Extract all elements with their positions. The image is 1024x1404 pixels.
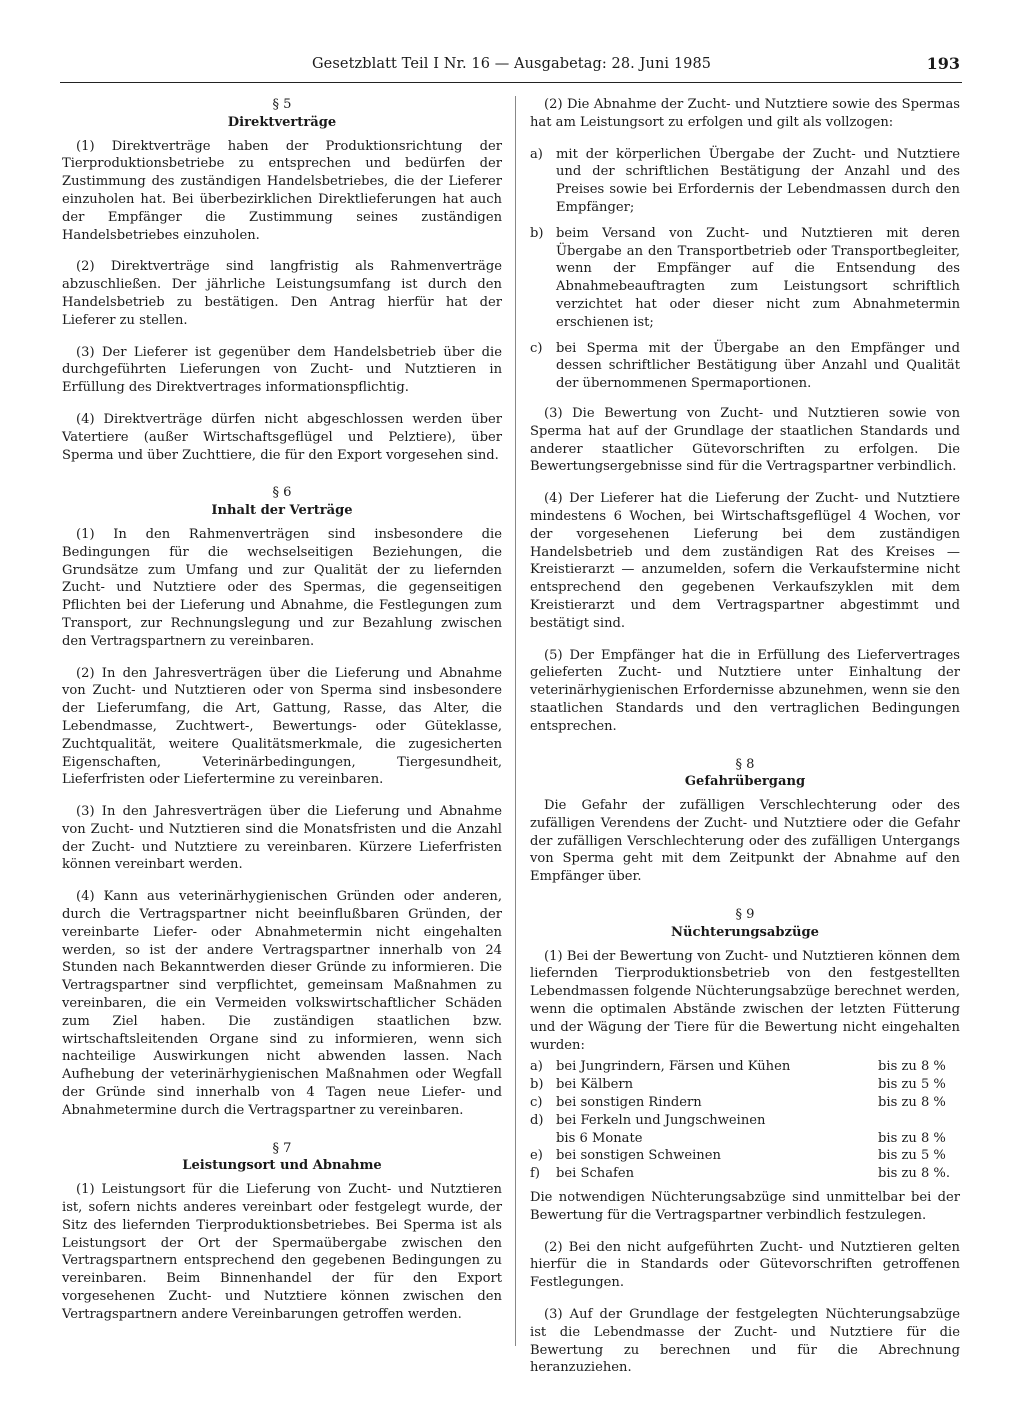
deduction-table <box>530 1058 960 1183</box>
table-row <box>530 1094 960 1112</box>
list-item-label: a) <box>530 146 543 162</box>
table-row <box>530 1165 960 1183</box>
section-7-para-2: (2) Die Abnahme der Zucht- und Nutztiere sowie des Spermas hat am Leistungsort zu erfolgen und gilt als vollzogen: <box>530 97 960 130</box>
row-text-line-1: bei Ferkeln und Jungschweinen <box>556 1112 766 1128</box>
table-row <box>530 1112 960 1148</box>
section-8-number: § 8 <box>735 756 755 772</box>
table-row <box>530 1147 960 1165</box>
row-text: bei sonstigen Rindern <box>556 1095 702 1111</box>
section-8-title: Gefahrübergang <box>684 774 806 790</box>
row-value: bis zu 8 % <box>878 1095 946 1111</box>
section-7-para-4: (4) Der Lieferer hat die Lieferung der Zucht- und Nutztiere mindestens 6 Wochen, bei Wirtschaftsgeflügel 4 Wochen, vor der vorgesehenen Lieferung bei dem zuständigen Handelsbetrieb und dem zuständigen Rat des Kreises — Kreistierarzt — anzumelden, sofern die Verkaufstermine nicht entsprechend den gegebenen Verkaufszyklen mit dem Kreistierarzt und dem Vertragspartner abgestimmt und bestätigt sind. <box>530 491 960 631</box>
section-6-para-2: (2) In den Jahresverträgen über die Lieferung und Abnahme von Zucht- und Nutztieren oder von Sperma sind insbesondere der Lieferumfang, die Art, Gattung, Rasse, das Alter, die Lebendmasse, Zuchtwert-, Bewertungs- oder Güteklasse, Zuchtqualität, weitere Qualitätsmerkmale, die zugesicherten Eigenschaften, Veterinärbedingungen, Tiergesundheit, Lieferfristen oder Liefertermine zu vereinbaren. <box>62 665 502 788</box>
list-item <box>530 340 960 393</box>
table-row <box>530 1058 960 1076</box>
page-number: 193 <box>926 54 960 73</box>
row-text-line-2: bis 6 Monate <box>556 1130 643 1146</box>
section-5-title: Direktverträge <box>227 114 337 130</box>
section-6-para-4: (4) Kann aus veterinärhygienischen Gründen oder anderen, durch die Vertragspartner nicht beeinflußbaren Gründen, der vereinbarte Liefer- oder Abnahmetermin nicht eingehalten werden, so ist der andere Vertragspartner innerhalb von 24 Stunden nach Bekanntwerden dieser Gründe zu informieren. Die Vertragspartner sind verpflichtet, gemeinsam Maßnahmen zu vereinbaren, die ein Vermeiden volkswirtschaftlicher Schäden zum Ziel haben. Die zuständigen staatlichen bzw. wirtschaftsleitenden Organe sind zu informieren, wenn sich nachteilige Auswirkungen nicht abwenden lassen. Nach Aufhebung der veterinärhygienischen Maßnahmen oder Wegfall der Gründe sind innerhalb von 4 Tagen neue Liefer- und Abnahmetermine durch die Vertragspartner zu vereinbaren. <box>62 889 502 1118</box>
section-5-para-1: (1) Direktverträge haben der Produktionsrichtung der Tierproduktionsbetriebe zu entsprechen und bedürfen der Zustimmung des zuständigen Handelsbetriebes, die der Lieferer einzuholen hat. Bei überbezirklichen Direktlieferungen hat auch der Empfänger die Zustimmung seines zuständigen Handelsbetriebes einzuholen. <box>62 138 502 243</box>
list-item-text: bei Sperma mit der Übergabe an den Empfänger und dessen schriftlicher Bestätigung über Anzahl und Qualität der übernommenen Spermaportionen. <box>556 340 960 392</box>
section-7-number: § 7 <box>272 1140 292 1156</box>
row-text: bei Kälbern <box>556 1077 634 1093</box>
row-text <box>556 1112 878 1148</box>
section-6-para-1: (1) In den Rahmenverträgen sind insbesondere die Bedingungen für die wechselseitigen Beziehungen, die Grundsätze zum Umfang und zur Qualität der zu liefernden Zucht- und Nutztiere oder des Spermas, die gegenseitigen Pflichten bei der Lieferung und Abnahme, die Festlegungen zum Transport, zur Rechnungslegung und zur Bezahlung zwischen den Vertragspartnern zu vereinbaren. <box>62 526 502 649</box>
section-9-para-1-end: Die notwendigen Nüchterungsabzüge sind unmittelbar bei der Bewertung für die Vertragspartner verbindlich festzulegen. <box>530 1190 960 1223</box>
section-5-para-3: (3) Der Lieferer ist gegenüber dem Handelsbetrieb über die durchgeführten Lieferungen von Zucht- und Nutztieren in Erfüllung des Direktvertrages informationspflichtig. <box>62 344 502 396</box>
list-item-label: c) <box>530 340 543 356</box>
section-6-para-3: (3) In den Jahresverträgen über die Lieferung und Abnahme von Zucht- und Nutztieren sind die Monatsfristen und die Anzahl der Zucht- und Nutztiere zu vereinbaren. Kürzere Lieferfristen können vereinbart werden. <box>62 804 502 873</box>
row-text: bei Schafen <box>556 1166 635 1182</box>
section-7-title: Leistungsort und Abnahme <box>182 1158 382 1174</box>
section-7-para-1: (1) Leistungsort für die Lieferung von Zucht- und Nutztieren ist, sofern nichts anderes vereinbart oder festgelegt wurde, der Sitz des liefernden Tierproduktionsbetriebes. Bei Sperma ist als Leistungsort der Ort der Spermaübergabe zwischen den Vertragspartnern entsprechend den gegebenen Bedingungen zu vereinbaren. Beim Binnenhandel der für den Export vorgesehenen Zucht- und Nutztiere können zwischen den Vertragspartnern andere Vereinbarungen getroffen werden. <box>62 1182 502 1322</box>
row-value: bis zu 8 %. <box>878 1166 951 1182</box>
section-9-para-3: (3) Auf der Grundlage der festgelegten Nüchterungsabzüge ist die Lebendmasse der Zucht- und Nutztiere für die Bewertung zu berechnen und für die Abrechnung heranzuziehen. <box>530 1307 960 1376</box>
section-5-para-2: (2) Direktverträge sind langfristig als Rahmenverträge abzuschließen. Der jährliche Leistungsumfang ist durch den Handelsbetrieb zu bestätigen. Den Antrag hierfür hat der Lieferer zu stellen. <box>62 259 502 328</box>
row-label: e) <box>530 1148 543 1164</box>
table-row <box>530 1076 960 1094</box>
row-value: bis zu 8 % <box>878 1130 946 1146</box>
section-7-para-3: (3) Die Bewertung von Zucht- und Nutztieren sowie von Sperma hat auf der Grundlage der staatlichen Standards und anderer staatlicher Gütevorschriften zu erfolgen. Die Bewertungsergebnisse sind für die Vertragspartner verbindlich. <box>530 405 960 475</box>
list-item <box>530 146 960 217</box>
section-6-title: Inhalt der Verträge <box>211 503 353 519</box>
acceptance-list <box>530 146 960 393</box>
section-5-number: § 5 <box>272 97 292 112</box>
right-column <box>530 96 960 1391</box>
section-8-para-1: Die Gefahr der zufälligen Verschlechterung oder des zufälligen Verendens der Zucht- und Nutztiere oder die Gefahr der zufälligen Verschlechterung oder des zufälligen Untergangs von Sperma geht mit dem Zeitpunkt der Abnahme auf den Empfänger über. <box>530 798 960 885</box>
section-7-para-5: (5) Der Empfänger hat die in Erfüllung des Liefervertrages gelieferten Zucht- und Nutztiere unter Einhaltung der veterinärhygienischen Erfordernisse abzunehmen, wenn sie den staatlichen Standards und den vertraglichen Bedingungen entsprechen. <box>530 647 960 734</box>
gazette-title: Gesetzblatt Teil I Nr. 16 — Ausgabetag: 28. Juni 1985 <box>312 56 712 72</box>
section-9-para-1: (1) Bei der Bewertung von Zucht- und Nutztieren können dem liefernden Tierproduktionsbetrieb von den festgestellten Lebendmassen folgende Nüchterungsabzüge berechnet werden, wenn die optimalen Abstände zwischen der letzten Fütterung und der Wägung der Tiere für die Bewertung nicht eingehalten wurden: <box>530 948 960 1053</box>
row-label: f) <box>530 1166 540 1182</box>
section-9-number: § 9 <box>735 907 755 923</box>
row-value: bis zu 8 % <box>878 1059 946 1075</box>
row-value: bis zu 5 % <box>878 1077 946 1093</box>
left-column <box>62 96 502 1338</box>
column-divider <box>515 96 516 1346</box>
list-item <box>530 225 960 332</box>
row-label: c) <box>530 1095 543 1111</box>
section-6-number: § 6 <box>272 485 292 501</box>
row-value: bis zu 5 % <box>878 1148 946 1164</box>
list-item-label: b) <box>530 225 544 241</box>
row-label: b) <box>530 1077 544 1093</box>
section-9-title: Nüchterungsabzüge <box>671 924 819 940</box>
section-9-para-2: (2) Bei den nicht aufgeführten Zucht- und Nutztieren gelten hierfür die in Standards oder Gütevorschriften getroffenen Festlegungen. <box>530 1239 960 1291</box>
row-text: bei sonstigen Schweinen <box>556 1148 721 1164</box>
row-text: bei Jungrindern, Färsen und Kühen <box>556 1059 791 1075</box>
row-label: a) <box>530 1059 543 1075</box>
list-item-text: mit der körperlichen Übergabe der Zucht- und Nutztiere und der schriftlichen Bestätigung der Anzahl und des Preises sowie bei Erfordernis der Lebendmassen durch den Empfänger; <box>556 146 960 215</box>
section-5-para-4: (4) Direktverträge dürfen nicht abgeschlossen werden über Vatertiere (außer Wirtschaftsgeflügel und Pelztiere), über Sperma und über Zuchttiere, die für den Export vorgesehen sind. <box>62 411 502 463</box>
page-header <box>60 54 962 83</box>
row-label: d) <box>530 1112 544 1128</box>
list-item-text: beim Versand von Zucht- und Nutztieren mit deren Übergabe an den Transportbetrieb oder Transportbegleiter, wenn der Empfänger auf die Entsendung des Abnahmebeauftragten zum Leistungsort schriftlich verzichtet hat oder dieser nicht zum Abnahmetermin erschienen ist; <box>556 225 960 330</box>
